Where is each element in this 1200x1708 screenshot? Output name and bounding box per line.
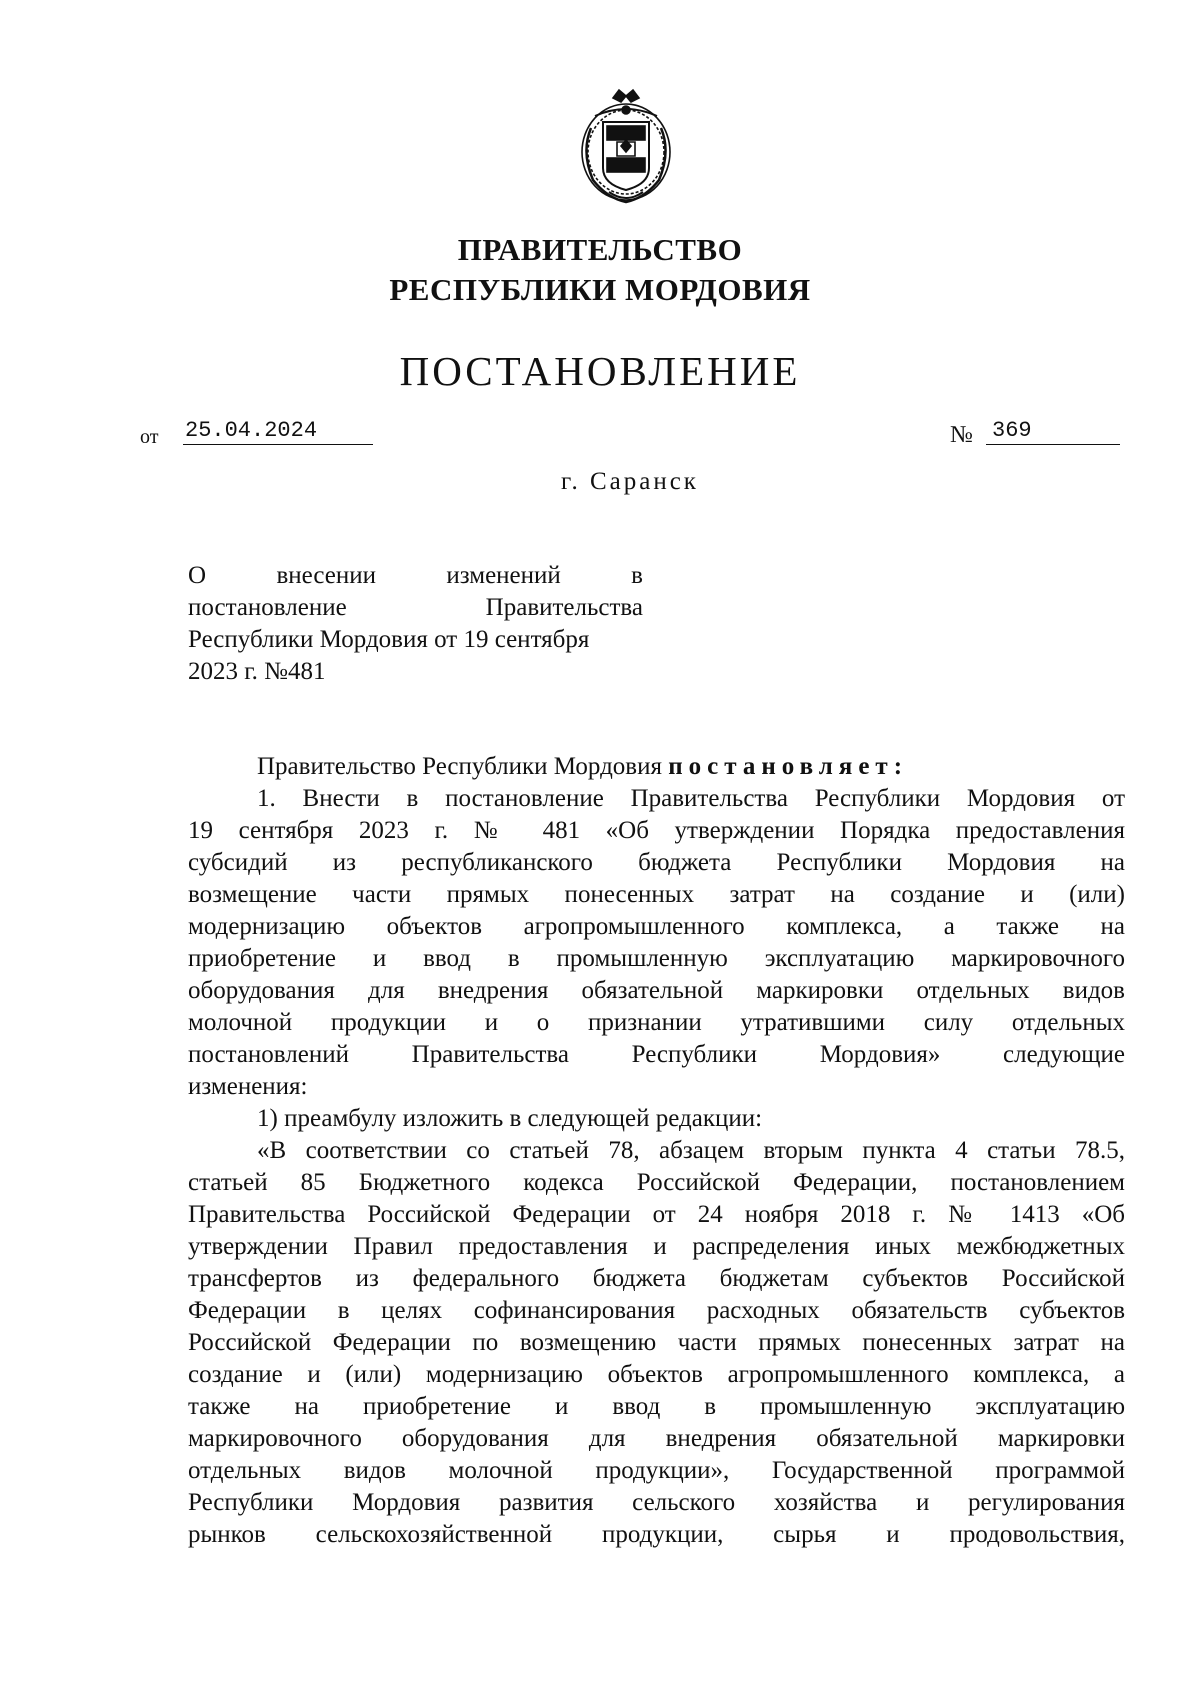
body-line: утверждении Правил предоставления и распределения иных межбюджетных	[188, 1233, 1125, 1260]
body-line: «В соответствии со статьей 78, абзацем вторым пункта 4 статьи 78.5,	[257, 1137, 1125, 1164]
body-line: молочной продукции и о признании утратившими силу отдельных	[188, 1009, 1125, 1036]
body-line: модернизацию объектов агропромышленного комплекса, а также на	[188, 913, 1125, 940]
subject-word: постановление	[188, 594, 347, 621]
body-line: рынков сельскохозяйственной продукции, сырья и продовольствия,	[188, 1521, 1125, 1548]
body-line: изменения:	[188, 1073, 308, 1100]
city: г. Саранск	[561, 468, 699, 495]
body-line: 1. Внести в постановление Правительства Республики Мордовия от	[257, 785, 1125, 812]
date-prefix: от	[140, 426, 159, 448]
number-prefix: №	[950, 422, 973, 448]
body-line: возмещение части прямых понесенных затрат на создание и (или)	[188, 881, 1125, 908]
resolution-intro	[257, 750, 1125, 784]
subject-word: в	[631, 562, 643, 589]
organization-name-line1: ПРАВИТЕЛЬСТВО	[457, 232, 743, 267]
body-line: 19 сентября 2023 г. № 481 «Об утверждении Порядка предоставления	[188, 817, 1125, 844]
body-line: Федерации в целях софинансирования расходных обязательств субъектов	[188, 1297, 1125, 1324]
document-type: ПОСТАНОВЛЕНИЕ	[399, 348, 801, 394]
document-subject	[188, 560, 643, 688]
subject-word: О	[188, 562, 207, 589]
coat-of-arms-icon	[573, 88, 679, 208]
body-line: субсидий из республиканского бюджета Республики Мордовия на	[188, 849, 1125, 876]
body-line: постановлений Правительства Республики Мордовия» следующие	[188, 1041, 1125, 1068]
subject-word: изменений	[446, 562, 561, 589]
body-line: также на приобретение и ввод в промышленную эксплуатацию	[188, 1393, 1125, 1420]
body-line: создание и (или) модернизацию объектов агропромышленного комплекса, а	[188, 1361, 1125, 1388]
subject-word: Правительства	[485, 594, 643, 621]
body-line: Республики Мордовия развития сельского хозяйства и регулирования	[188, 1489, 1125, 1516]
subject-line: 2023 г. №481	[188, 658, 326, 685]
body-line: отдельных видов молочной продукции», Государственной программой	[188, 1457, 1125, 1484]
document-date: 25.04.2024	[183, 418, 373, 445]
body-line: маркировочного оборудования для внедрения обязательной маркировки	[188, 1425, 1125, 1452]
body-line: оборудования для внедрения обязательной маркировки отдельных видов	[188, 977, 1125, 1004]
body-line: статьей 85 Бюджетного кодекса Российской Федерации, постановлением	[188, 1169, 1125, 1196]
body-line: 1) преамбулу изложить в следующей редакции:	[257, 1105, 763, 1132]
document-number: 369	[986, 418, 1120, 445]
body-line: приобретение и ввод в промышленную эксплуатацию маркировочного	[188, 945, 1125, 972]
body-line: Правительства Российской Федерации от 24 ноября 2018 г. № 1413 «Об	[188, 1201, 1125, 1228]
body-line: Российской Федерации по возмещению части прямых понесенных затрат на	[188, 1329, 1125, 1356]
subject-word: внесении	[276, 562, 376, 589]
intro-verb: постановляет:	[668, 753, 909, 780]
body-line: трансфертов из федерального бюджета бюджетам субъектов Российской	[188, 1265, 1125, 1292]
intro-text: Правительство Республики Мордовия	[257, 753, 662, 780]
organization-name-line2: РЕСПУБЛИКИ МОРДОВИЯ	[389, 272, 811, 307]
subject-line: Республики Мордовия от 19 сентября	[188, 626, 590, 653]
